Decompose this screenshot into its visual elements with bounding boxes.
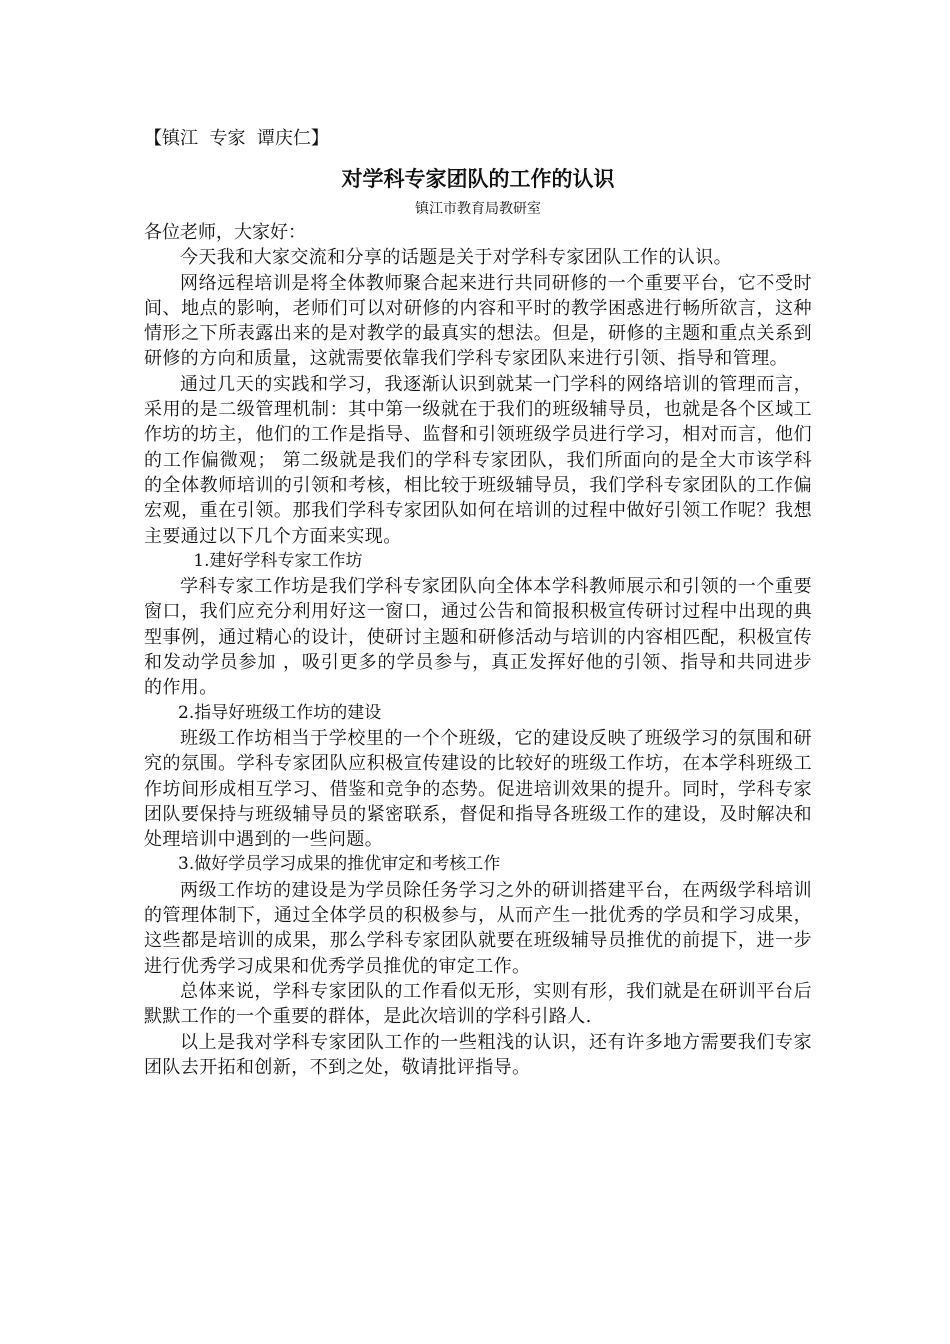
organization-line: 镇江市教育局教研室 bbox=[415, 201, 541, 217]
section-heading: 2.指导好班级工作坊的建设 bbox=[178, 702, 382, 723]
section-body: 学科专家工作坊是我们学科专家团队向全体本学科教师展示和引领的一个重要窗口，我们应充分利用好这一窗口，通过公告和简报积极宣传研讨过程中出现的典型事例，通过精心的设计，使研讨主题和研修活动与培训的内容相匹配，积极宣传和发动学员参加 ，吸引更多的学员参与，真正发挥好他的引领、指导和共同进步的作用。 bbox=[144, 576, 812, 699]
intro-paragraph: 网络远程培训是将全体教师聚合起来进行共同研修的一个重要平台，它不受时间、地点的影响，老师们可以对研修的内容和平时的教学困惑进行畅所欲言，这种情形之下所表露出来的是对教学的最真实的想法。但是，研修的主题和重点关系到研修的方向和质量，这就需要依靠我们学科专家团队来进行引领、指导和管理。 bbox=[144, 272, 812, 370]
intro-paragraph: 今天我和大家交流和分享的话题是关于对学科专家团队工作的认识。 bbox=[180, 247, 732, 269]
salutation: 各位老师，大家好： bbox=[144, 222, 306, 243]
closing-paragraph: 总体来说，学科专家团队的工作看似无形，实则有形，我们就是在研训平台后默默工作的一个重要的群体，是此次培训的学科引路人. bbox=[144, 980, 812, 1028]
section-body: 班级工作坊相当于学校里的一个个班级，它的建设反映了班级学习的氛围和研究的氛围。学科专家团队应积极宣传建设的比较好的班级工作坊，在本学科班级工作坊间形成相互学习、借鉴和竞争的态势。促进培训效果的提升。同时，学科专家团队要保持与班级辅导员的紧密联系，督促和指导各班级工作的建设，及时解决和处理培训中遇到的一些问题。 bbox=[144, 727, 812, 851]
section-heading: 1.建好学科专家工作坊 bbox=[193, 550, 363, 571]
section-body: 两级工作坊的建设是为学员除任务学习之外的研训搭建平台，在两级学科培训的管理体制下，通过全体学员的积极参与，从而产生一批优秀的学员和学习成果，这些都是培训的成果，那么学科专家团队就要在班级辅导员推优的前提下，进一步进行优秀学习成果和优秀学员推优的审定工作。 bbox=[144, 879, 812, 977]
closing-paragraph: 以上是我对学科专家团队工作的一些粗浅的认识，还有许多地方需要我们专家团队去开拓和创新，不到之处，敬请批评指导。 bbox=[144, 1031, 812, 1078]
document-content bbox=[144, 126, 812, 1080]
author-tag: 【镇江 专家 谭庆仁】 bbox=[144, 128, 329, 149]
intro-paragraph: 通过几天的实践和学习，我逐渐认识到就某一门学科的网络培训的管理而言，采用的是二级管理机制：其中第一级就在于我们的班级辅导员，也就是各个区域工作坊的坊主，他们的工作是指导、监督和引领班级学员进行学习，相对而言，他们的工作偏微观； 第二级就是我们的学科专家团队，我们所面向的是全大市该学科的全体教师培训的引领和考核，相比较于班级辅导员，我们学科专家团队的工作偏宏观，重在引领。那我们学科专家团队如何在培训的过程中做好引领工作呢？我想主要通过以下几个方面来实现。 bbox=[144, 373, 812, 547]
section-heading: 3.做好学员学习成果的推优审定和考核工作 bbox=[178, 854, 501, 875]
document-title: 对学科专家团队的工作的认识 bbox=[341, 166, 615, 191]
